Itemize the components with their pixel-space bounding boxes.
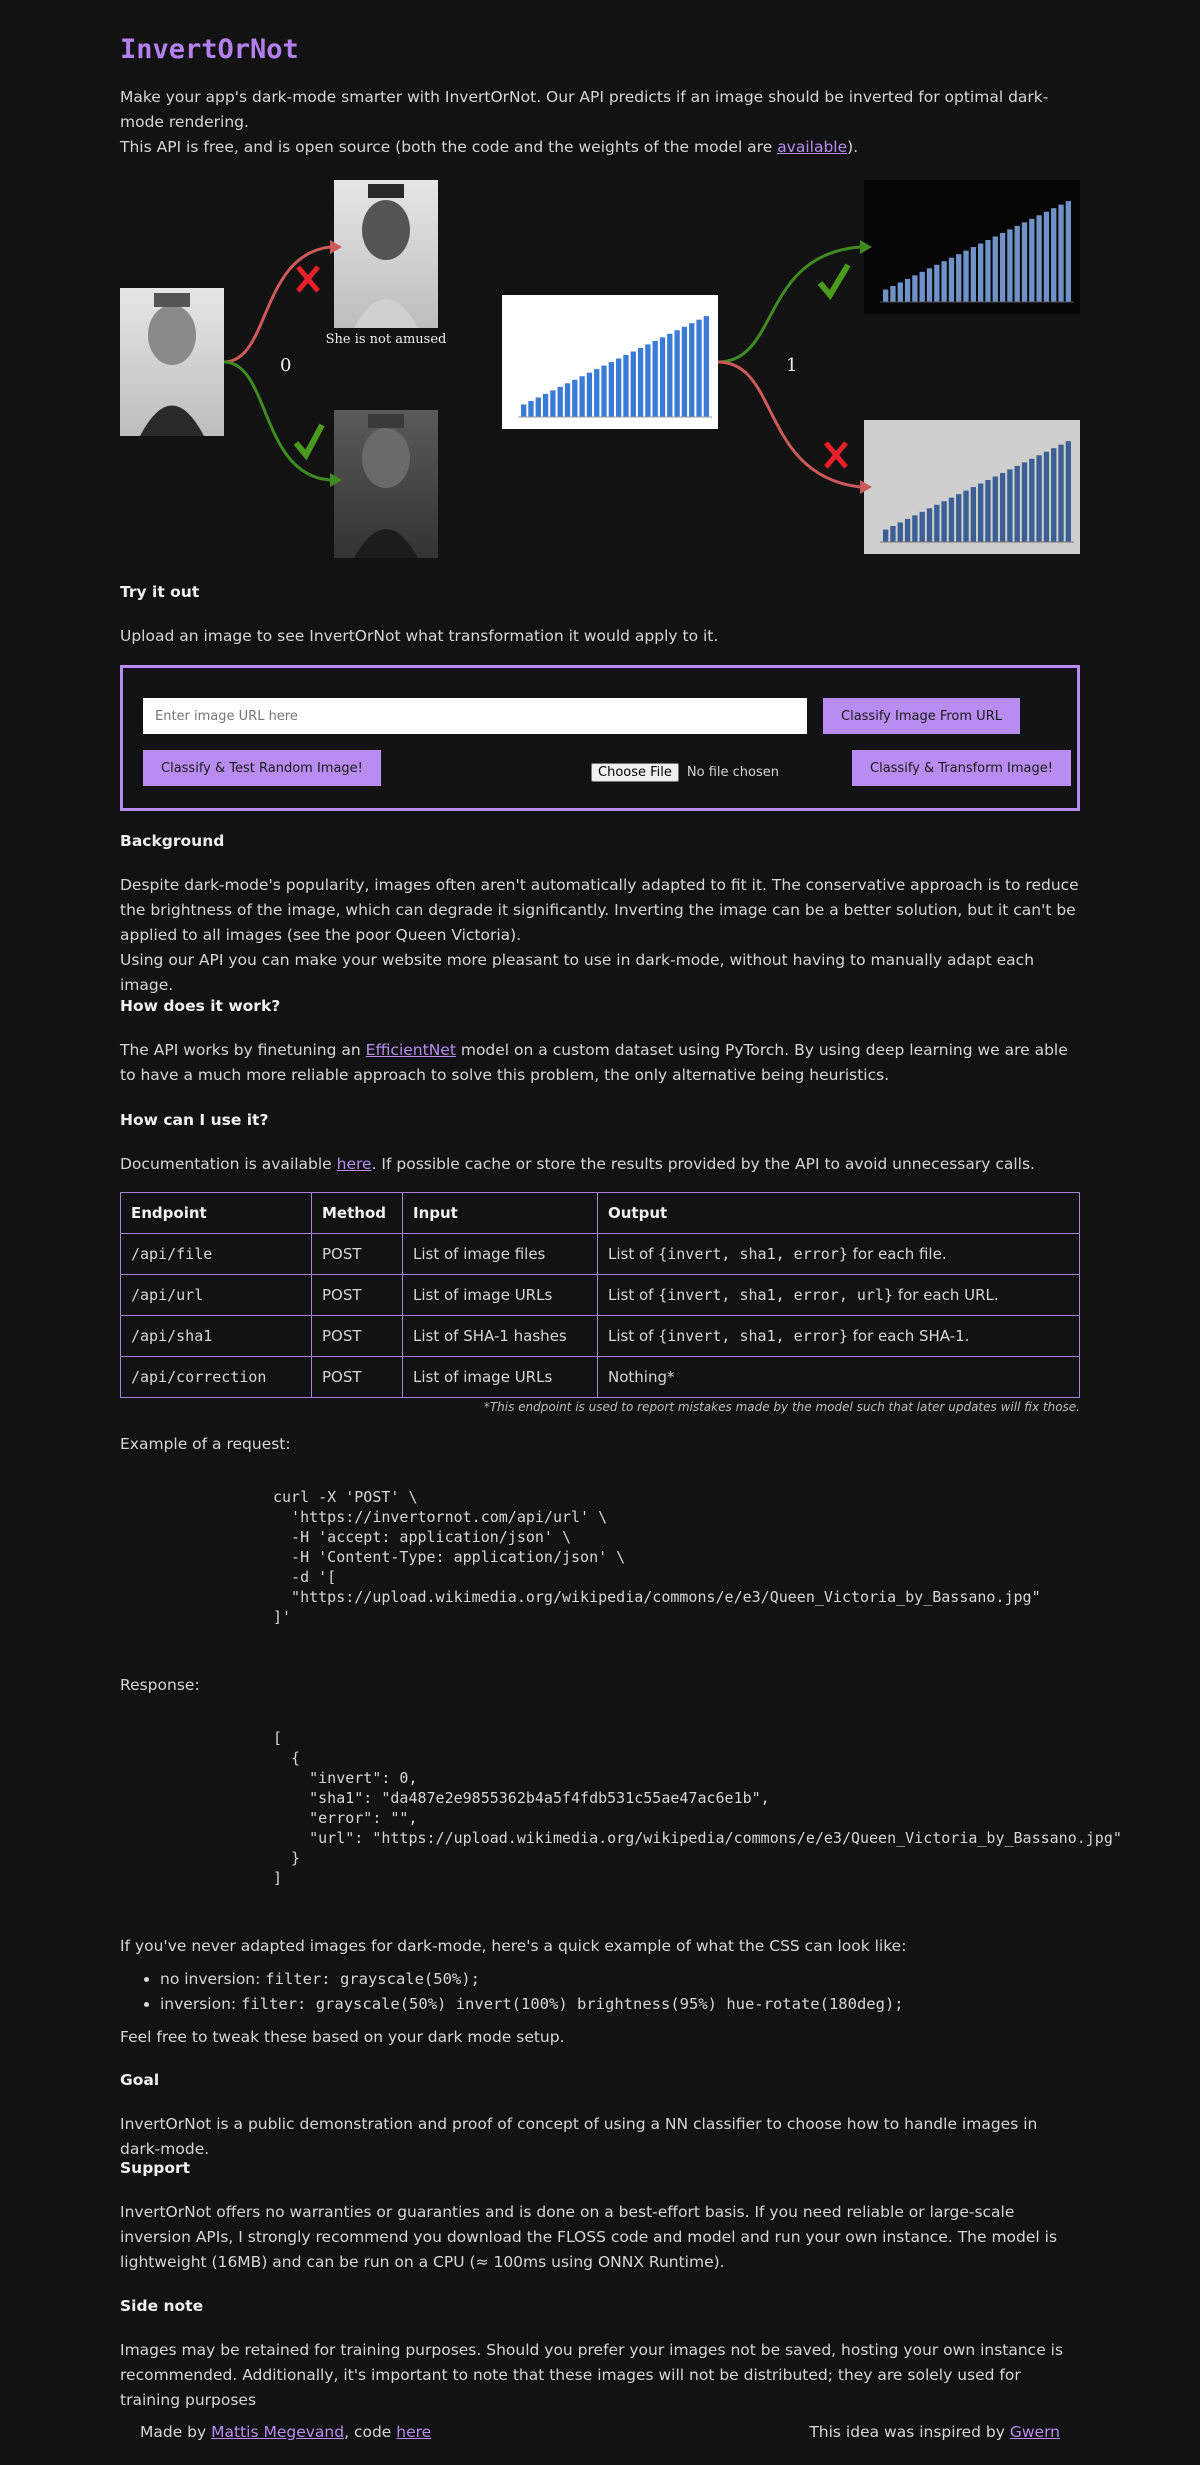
list-item-label: inversion: — [160, 1995, 242, 2013]
cross-icon — [826, 443, 846, 467]
queen-original-image — [120, 288, 224, 436]
classify-url-button[interactable]: Classify Image From URL — [823, 698, 1020, 734]
output-cell — [598, 1234, 1080, 1275]
transform-image-button[interactable]: Classify & Transform Image! — [852, 750, 1071, 786]
gwern-link[interactable]: Gwern — [1009, 2423, 1060, 2441]
arrow-bad-left — [224, 247, 330, 362]
efficientnet-link[interactable]: EfficientNet — [365, 1041, 456, 1059]
request-section — [120, 1432, 1080, 1626]
method-cell: POST — [312, 1357, 403, 1398]
footer-left — [140, 2420, 431, 2445]
label-one: 1 — [786, 355, 798, 376]
arrow-good-right — [718, 247, 860, 362]
support-section — [120, 2156, 1080, 2275]
table-row — [121, 1316, 1080, 1357]
header-method: Method — [312, 1193, 403, 1234]
api-table-section — [120, 1192, 1080, 1416]
table-row — [121, 1357, 1080, 1398]
available-link[interactable]: available — [777, 138, 848, 156]
queen-dimmed-image — [334, 410, 438, 558]
list-item-label: no inversion: — [160, 1970, 266, 1988]
footer-made-by: Made by — [140, 2423, 212, 2441]
sidenote-section — [120, 2294, 1080, 2413]
sidenote-heading: Side note — [120, 2297, 204, 2315]
endpoint-cell: /api/url — [121, 1275, 312, 1316]
intro-line-1: Make your app's dark-mode smarter with InvertOrNot. Our API predicts if an image should be inverted for optimal dark-mode rendering. — [120, 88, 1049, 131]
intro-line-2 — [120, 135, 1080, 160]
use-text-end: . If possible cache or store the results provided by the API to avoid unnecessary calls. — [371, 1155, 1035, 1173]
chart-original-image — [502, 295, 718, 429]
file-picker — [591, 760, 779, 785]
how-heading: How does it work? — [120, 997, 281, 1015]
footer-code-text: , code — [344, 2423, 397, 2441]
response-section — [120, 1673, 1122, 1887]
classify-form — [120, 665, 1080, 811]
method-cell: POST — [312, 1275, 403, 1316]
use-text-start: Documentation is available — [120, 1155, 337, 1173]
endpoint-cell: /api/sha1 — [121, 1316, 312, 1357]
try-text: Upload an image to see InvertOrNot what transformation it would apply to it. — [120, 627, 719, 645]
footer-inspired: This idea was inspired by — [809, 2423, 1010, 2441]
chart-dimmed-image — [864, 420, 1080, 554]
background-p2: Using our API you can make your website more pleasant to use in dark-mode, without having to manually adapt each image. — [120, 951, 1035, 994]
api-table — [120, 1192, 1080, 1398]
output-cell — [598, 1275, 1080, 1316]
try-heading: Try it out — [120, 583, 200, 601]
output-text: for each SHA-1. — [847, 1326, 970, 1345]
how-text — [120, 1038, 1080, 1088]
code-link[interactable]: here — [396, 2423, 432, 2441]
chart-inverted-image — [864, 180, 1080, 314]
endpoint-cell: /api/correction — [121, 1357, 312, 1398]
goal-text: InvertOrNot is a public demonstration and proof of concept of using a NN classifier to choose how to handle images in dark-mode. — [120, 2115, 1038, 2158]
input-cell: List of image files — [403, 1234, 598, 1275]
background-section — [120, 829, 1080, 998]
how-text-end: model on a custom dataset using PyTorch. By using deep learning we are able to have a much more reliable approach to solve this problem, the only alternative being heuristics. — [120, 1041, 1068, 1084]
arrow-bad-right — [718, 362, 860, 487]
css-outro: Feel free to tweak these based on your dark mode setup. — [120, 2028, 565, 2046]
output-text: List of — [608, 1244, 659, 1263]
table-row — [121, 1275, 1080, 1316]
table-footnote: *This endpoint is used to report mistakes made by the model such that later updates will fix those. — [483, 1400, 1080, 1414]
how-section — [120, 994, 1080, 1088]
sidenote-text: Images may be retained for training purposes. Should you prefer your images not be saved, hosting your own instance is recommended. Additionally, it's important to note that these images will not be distributed; they are solely used for training purposes — [120, 2341, 1064, 2409]
method-cell: POST — [312, 1234, 403, 1275]
input-cell: List of SHA-1 hashes — [403, 1316, 598, 1357]
intro-text: This API is free, and is open source (both the code and the weights of the model are — [120, 138, 778, 156]
css-list — [120, 1967, 1080, 2017]
response-code: [ { "invert": 0, "sha1": "da487e2e9855362b4a5f4fdb531c55ae47ac6e1b", "error": "", "url": "https://upload.wikimedia.org/wikipedia/commons/e/e3/Queen_Victoria_by_Bassano.jpg" } ] — [273, 1729, 1122, 1887]
goal-heading: Goal — [120, 2071, 160, 2089]
footer — [140, 2420, 1060, 2445]
response-label: Response: — [120, 1676, 200, 1694]
table-row — [121, 1234, 1080, 1275]
list-item — [160, 1992, 1080, 2017]
header-output: Output — [598, 1193, 1080, 1234]
check-icon — [296, 425, 322, 455]
docs-link[interactable]: here — [336, 1155, 372, 1173]
output-text: List of — [608, 1326, 659, 1345]
output-code: {invert, sha1, error} — [658, 1244, 848, 1263]
hero-illustration — [120, 175, 1080, 560]
choose-file-button[interactable]: Choose File — [591, 763, 679, 782]
method-cell: POST — [312, 1316, 403, 1357]
list-item — [160, 1967, 1080, 1992]
output-text: for each file. — [847, 1244, 947, 1263]
site-title: InvertOrNot — [120, 34, 299, 65]
background-p1: Despite dark-mode's popularity, images often aren't automatically adapted to fit it. The conservative approach is to reduce the brightness of the image, which can degrade it significantly. Inverting the image can be a better solution, but it can't be applied to all images (see the poor Queen Victoria). — [120, 876, 1079, 944]
check-icon — [820, 265, 848, 295]
queen-inverted-image — [326, 180, 447, 347]
intro — [120, 85, 1080, 160]
output-cell — [598, 1357, 1080, 1398]
try-section — [120, 580, 1080, 649]
support-text: InvertOrNot offers no warranties or guaranties and is done on a best-effort basis. If you need reliable or large-scale inversion APIs, I strongly recommend you download the FLOSS code and model and run your own instance. The model is lightweight (16MB) and can be run on a CPU (≈ 100ms using ONNX Runtime). — [120, 2203, 1058, 2271]
author-link[interactable]: Mattis Megevand — [211, 2423, 345, 2441]
goal-section — [120, 2068, 1080, 2162]
no-file-text: No file chosen — [686, 765, 779, 780]
not-amused-caption: She is not amused — [325, 332, 447, 347]
output-text: List of — [608, 1285, 659, 1304]
intro-text-end: ). — [847, 138, 859, 156]
random-image-button[interactable]: Classify & Test Random Image! — [143, 750, 381, 786]
input-cell: List of image URLs — [403, 1275, 598, 1316]
cross-icon — [298, 267, 318, 291]
header-input: Input — [403, 1193, 598, 1234]
support-heading: Support — [120, 2159, 191, 2177]
use-heading: How can I use it? — [120, 1111, 269, 1129]
header-endpoint: Endpoint — [121, 1193, 312, 1234]
css-intro: If you've never adapted images for dark-mode, here's a quick example of what the CSS can look like: — [120, 1937, 907, 1955]
list-item-code: filter: grayscale(50%); — [265, 1970, 480, 1988]
request-label: Example of a request: — [120, 1435, 291, 1453]
label-zero: 0 — [280, 355, 292, 376]
output-code: {invert, sha1, error, url} — [658, 1285, 894, 1304]
input-cell: List of image URLs — [403, 1357, 598, 1398]
css-example-section — [120, 1934, 1080, 2050]
table-header-row — [121, 1193, 1080, 1234]
request-code: curl -X 'POST' \ 'https://invertornot.com/api/url' \ -H 'accept: application/json' \ -H 'Content-Type: application/json' \ -d '[ "https://upload.wikimedia.org/wikipedia/commons/e/e3/Queen_Victoria_by_Bassano.jpg" ]' — [273, 1488, 1041, 1626]
how-text-start: The API works by finetuning an — [120, 1041, 366, 1059]
endpoint-cell: /api/file — [121, 1234, 312, 1275]
use-text — [120, 1152, 1080, 1177]
footer-right — [809, 2420, 1060, 2445]
output-text: Nothing* — [608, 1367, 675, 1386]
use-section — [120, 1108, 1080, 1177]
output-text: for each URL. — [893, 1285, 999, 1304]
url-input[interactable] — [143, 698, 807, 734]
arrow-good-left — [224, 362, 330, 480]
list-item-code: filter: grayscale(50%) invert(100%) brightness(95%) hue-rotate(180deg); — [241, 1995, 904, 2013]
background-heading: Background — [120, 832, 225, 850]
output-code: {invert, sha1, error} — [658, 1326, 848, 1345]
output-cell — [598, 1316, 1080, 1357]
